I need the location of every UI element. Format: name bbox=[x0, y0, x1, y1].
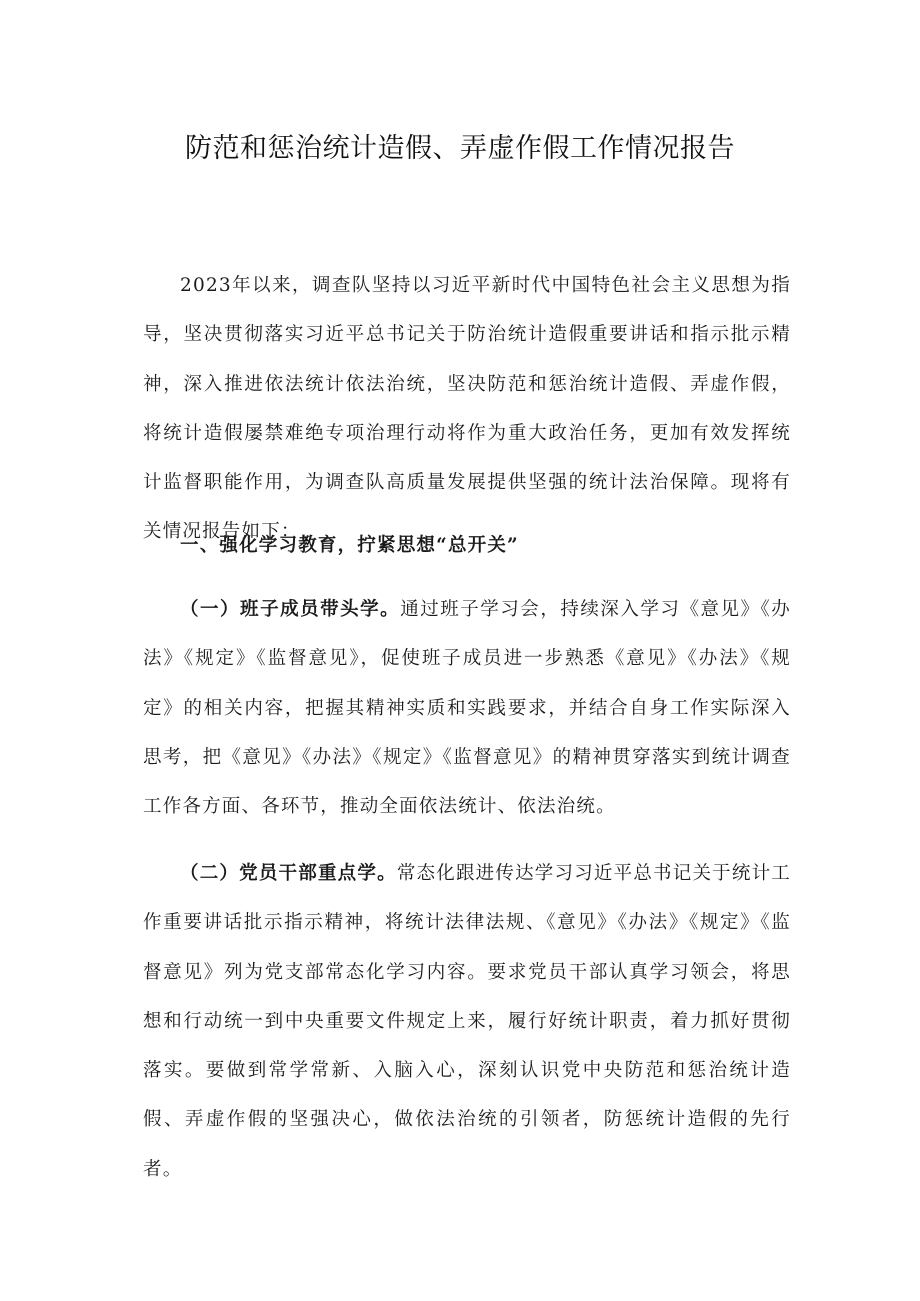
subsection-paragraph-2 bbox=[143, 849, 791, 1194]
subsection-lead-1: （一）班子成员带头学。 bbox=[180, 599, 401, 620]
subsection-paragraph-1 bbox=[143, 585, 791, 831]
subsection-text-1: 通过班子学习会，持续深入学习《意见》《办法》《规定》《监督意见》，促使班子成员进一步熟悉《意见》《办法》《规定》的相关内容，把握其精神实质和实践要求，并结合自身工作实际深入思考，把《意见》《办法》《规定》《监督意见》的精神贯穿落实到统计调查工作各方面、各环节，推动全面依法统计、依法治统。 bbox=[143, 599, 791, 818]
section-heading-1: 一、强化学习教育，拧紧思想“总开关” bbox=[180, 535, 519, 556]
subsection-text-2: 常态化跟进传达学习习近平总书记关于统计工作重要讲话批示指示精神，将统计法律法规、《意见》《办法》《规定》《监督意见》列为党支部常态化学习内容。要求党员干部认真学习领会，将思想和行动统一到中央重要文件规定上来，履行好统计职责，着力抓好贯彻落实。要做到常学常新、入脑入心，深刻认识党中央防范和惩治统计造假、弄虚作假的坚强决心，做依法治统的引领者，防惩统计造假的先行者。 bbox=[143, 863, 791, 1180]
document-title: 防范和惩治统计造假、弄虚作假工作情况报告 bbox=[185, 133, 735, 164]
intro-paragraph: 2023年以来，调查队坚持以习近平新时代中国特色社会主义思想为指导，坚决贯彻落实习近平总书记关于防治统计造假重要讲话和指示批示精神，深入推进依法统计依法治统，坚决防范和惩治统计造假、弄虚作假，将统计造假屡禁难绝专项治理行动将作为重大政治任务，更加有效发挥统计监督职能作用，为调查队高质量发展提供坚强的统计法治保障。现将有关情况报告如下： bbox=[143, 275, 791, 543]
subsection-lead-2: （二）党员干部重点学。 bbox=[180, 863, 397, 884]
